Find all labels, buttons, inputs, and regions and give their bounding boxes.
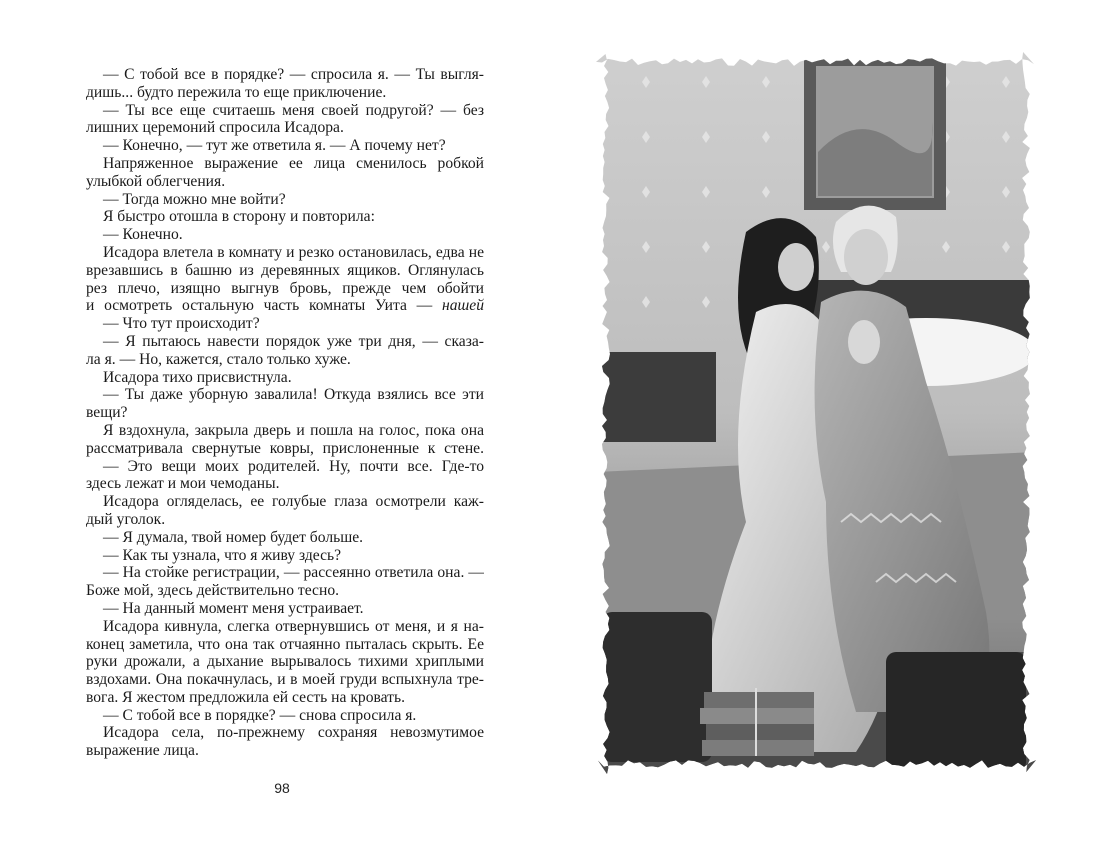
text-line: — С тобой все в порядке? — спросила я. — Ты выгля- <box>103 66 484 83</box>
text-line: Исадора тихо присвистнула. <box>103 368 292 386</box>
text-line: руки дрожали, а дыхание вырывалось тихими хриплыми <box>86 653 484 671</box>
text-line: Исадора села, по-прежнему сохраняя невозмутимое <box>103 724 484 742</box>
text-line: улыбкой облегчения. <box>86 172 226 190</box>
text-line: вога. Я жестом предложила ей сесть на кровать. <box>86 688 406 706</box>
text-line: Исадора огляделась, ее голубые глаза осмотрели каж- <box>103 493 484 511</box>
text-line: — На данный момент меня устраивает. <box>103 599 364 617</box>
text-line: — Ты даже уборную завалила! Откуда взялись все эти <box>103 386 484 404</box>
text-line: — Конечно. <box>103 226 183 244</box>
text-line: врезавшись в башню из деревянных ящиков. Оглянулась <box>86 261 484 279</box>
book-stack <box>700 688 814 756</box>
text-line: Я быстро отошла в сторону и повторила: <box>103 208 375 226</box>
text-line: вздохами. Она покачнулась, и в моей груди вспыхнула тре- <box>86 671 484 689</box>
text-line: — Как ты узнала, что я живу здесь? <box>103 546 342 564</box>
text-line: выражение лица. <box>86 742 199 760</box>
text-line: Исадора влетела в комнату и резко остановилась, едва не <box>103 243 484 261</box>
suitcase-right <box>886 652 1026 772</box>
text-line: Исадора кивнула, слегка отвернувшись от меня, и я на- <box>103 617 484 635</box>
text-line: дый уголок. <box>86 510 166 528</box>
text-line: рассматривала свернутые ковры, прислоненные к стене. <box>86 439 484 457</box>
text-line: — С тобой все в порядке? — снова спросила я. <box>103 706 417 724</box>
text-line: — На стойке регистрации, — рассеянно ответила она. — <box>103 564 484 582</box>
text-line: — Что тут происходит? <box>103 315 260 333</box>
text-line: Боже мой, здесь действительно тесно. <box>86 582 340 600</box>
text-line: ла я. — Но, кажется, стало только хуже. <box>86 350 351 368</box>
text-line: рез плечо, изящно выгнув бровь, прежде чем обойти <box>86 279 484 297</box>
text-line: — Это вещи моих родителей. Ну, почти все. Где-то <box>103 457 484 475</box>
text-line: здесь лежат и мои чемоданы. <box>86 475 280 493</box>
text-line: конец заметила, что она так отчаянно пыталась скрыть. Ее <box>86 635 484 653</box>
text-line: вещи? <box>86 404 128 422</box>
text-line: — Я пытаюсь навести порядок уже три дня, — сказа- <box>103 332 484 350</box>
text-line: и осмотреть остальную часть комнаты Уита — нашей <box>86 297 484 315</box>
text-line: дишь... будто пережила то еще приключение. <box>86 83 387 101</box>
text-line: лишних церемоний спросила Исадора. <box>86 119 344 137</box>
text-line: — Тогда можно мне войти? <box>103 190 286 208</box>
text-line: — Конечно, — тут же ответила я. — А почему нет? <box>103 137 446 155</box>
emphasized-word: нашей <box>441 297 484 315</box>
trunk <box>596 352 716 442</box>
text-line: — Ты все еще считаешь меня своей подругой? — без <box>103 101 484 119</box>
clasped-hands <box>848 320 880 364</box>
page-number: 98 <box>274 780 290 796</box>
text-line: — Я думала, твой номер будет больше. <box>103 528 364 546</box>
body-text <box>86 66 484 760</box>
illustration <box>596 52 1036 774</box>
suitcase-left <box>602 612 712 762</box>
text-line: Напряженное выражение ее лица сменилось робкой <box>103 154 484 172</box>
text-line: Я вздохнула, закрыла дверь и пошла на голос, пока она <box>103 421 484 439</box>
